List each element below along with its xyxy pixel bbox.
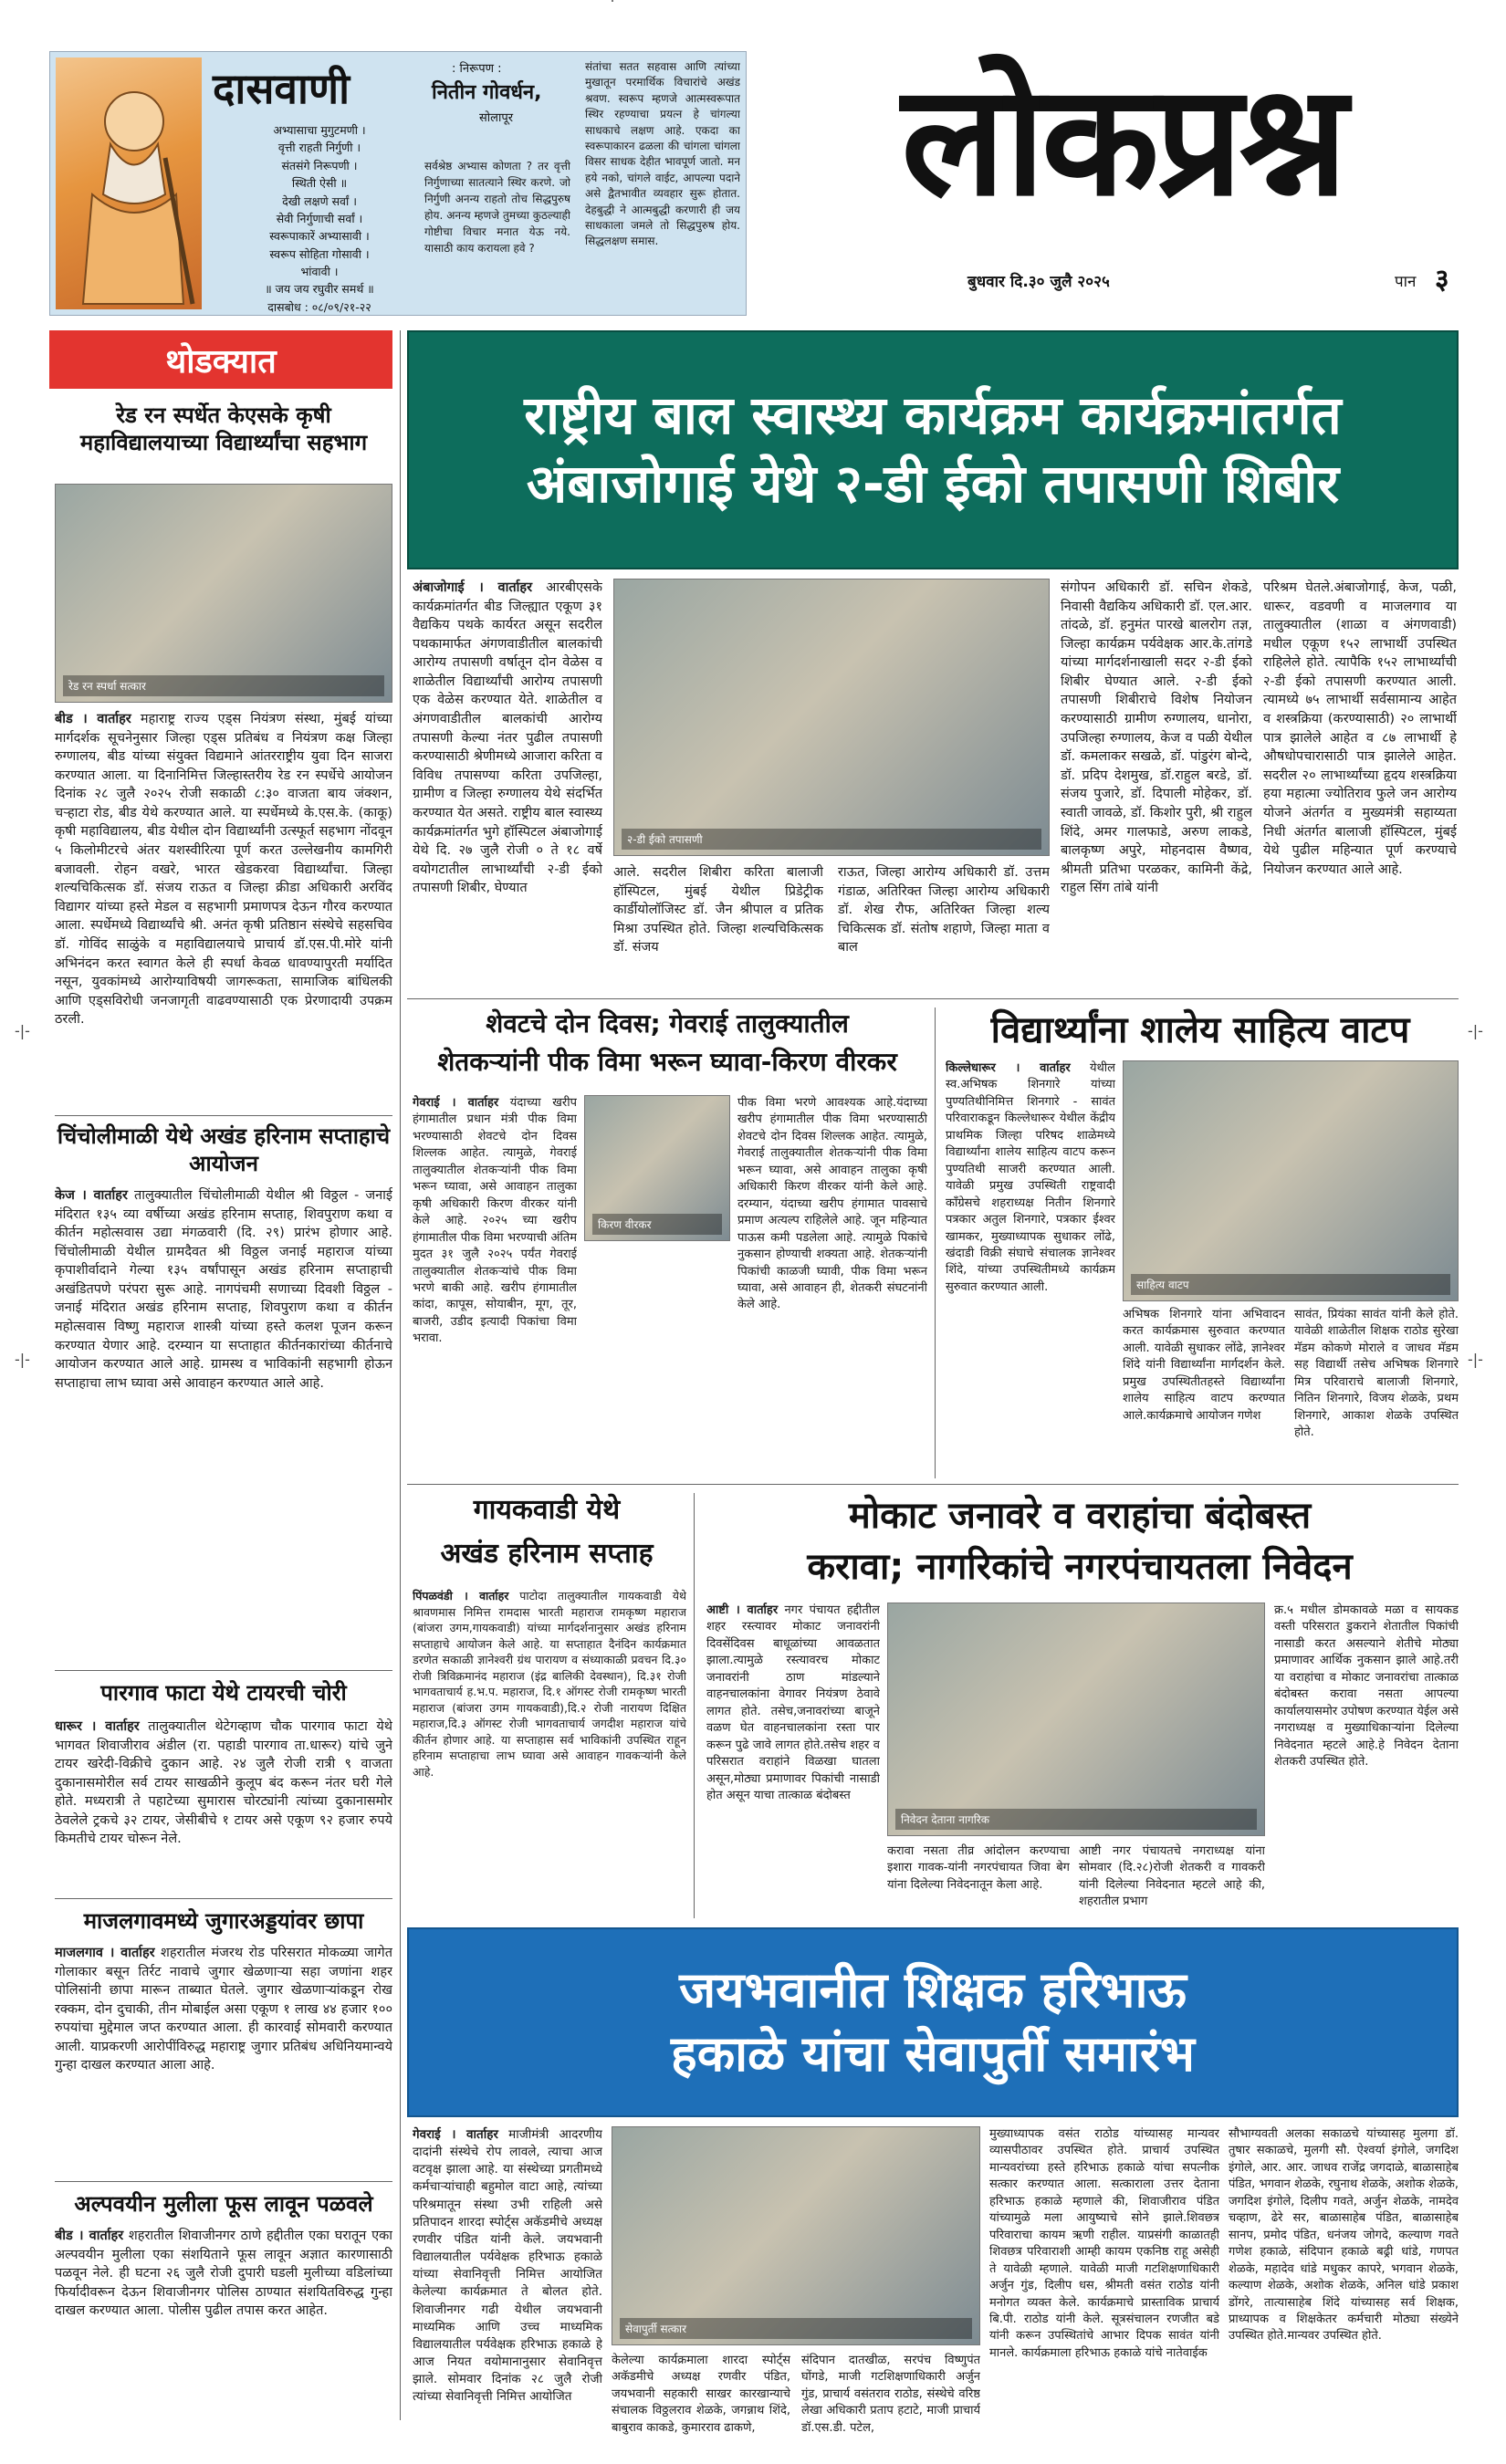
animals-col3: आष्टी नगर पंचायतचे नगराध्यक्ष यांना सोमवार (दि.२८)रोजी शेतकरी व गावकरी यांनी दिलेल्या निवेदनात म्हटले आहे की, शहरातील प्रभाग [1079, 1844, 1265, 1909]
school-col2: अभिषक शिनगारे यांना अभिवादन करत कार्यक्रमास सुरुवात करण्यात आली. यावेळी सुधाकर लोंढे, ज्ञानेश्वर शिंदे यांनी विद्यार्थ्यांना मार्गदर्शन केले. प्रमुख उपस्थितीतहस्ते विद्यार्थ्यांना शालेय साहित्य वाटप करण्यात आले.कार्यक्रमाचे आयोजन गणेश [1123, 1308, 1285, 1423]
article-headline: पारगाव फाटा येथे टायरची चोरी [100, 1680, 347, 1706]
masthead-title: लोकप्रश्न [901, 49, 1344, 230]
masthead-date: बुधवार दि.३० जुलै २०२५ [967, 273, 1110, 291]
crop-headline-line2: शेतकऱ्यांनी पीक विमा भरून घ्यावा-किरण वीरकर [437, 1047, 897, 1077]
article-dateline: धारूर । वार्ताहर [55, 1719, 140, 1734]
crop-mark: -|- [15, 1022, 30, 1039]
divider [55, 1670, 392, 1671]
divider [694, 1493, 695, 1918]
crop-col1 [413, 1095, 577, 1478]
page-number: ३ [1435, 264, 1449, 296]
crop-col2: पीक विमा भरणे आवश्यक आहे.यंदाच्या खरीप हंगामातील पीक विमा भरण्यासाठी शेवटचे दोन दिवस शिल्लक आहेत. त्यामुळे, गेवराई तालुक्यातील शेतकऱ्यांनी पीक विमा भरून घ्यावा, असे आवाहन तालुका कृषी अधिकारी किरण वीरकर यांनी केले आहे. दरम्यान, यंदाच्या खरीप हंगामात पावसाचे प्रमाण अत्यल्प राहिलेले आहे. जून महिन्यात पाऊस कमी पडलेला आहे. त्यामुळे पिकांचे नुकसान होण्याची शक्यता आहे. शेतकऱ्यांनी पिकांची काळजी घ्यावी, पीक विमा भरून घ्यावा, असे आवाहन ही, शेतकरी संघटनांनी केले आहे. [737, 1096, 927, 1312]
photo-caption: सेवापुर्ती सत्कार [620, 2318, 972, 2339]
ceremony-photo [612, 0, 613, 2]
section-title: थोडक्यात [165, 342, 277, 381]
divider [935, 1008, 936, 1478]
saptah-headline-line2: अखंड हरिनाम सप्ताह [440, 1538, 654, 1570]
author-label: : निरूपण : [452, 62, 502, 76]
animals-col1 [706, 1603, 880, 1918]
saptah-body [413, 1588, 686, 1916]
memo-photo [887, 1603, 1265, 1836]
author-name: नितीन गोवर्धन, [432, 81, 542, 104]
dasvani-mid-text: सर्वश्रेष्ठ अभ्यास कोणता ? तर वृत्ती निर्गुणाच्या सातत्याने स्थिर करणे. जो निर्गुणी अनन्य राहतो तोच सिद्धपुरुष होय. अनन्य म्हणजे तुमच्या कुठल्याही गोष्टीचा विचार मनात येऊ नये. यासाठी काय करायला हवे ? [424, 160, 570, 255]
lead-dateline: अंबाजोगाई । वार्ताहर [413, 580, 532, 595]
author-place: सोलापूर [479, 111, 514, 125]
article-body [55, 1944, 392, 2172]
saptah-headline-line1: गायकवाडी येथे [473, 1494, 621, 1526]
animals-headline-line1: मोकाट जनावरे व वराहांचा बंदोबस्त [848, 1495, 1312, 1537]
animals-col4: क्र.५ मधील डोमकावळे मळा व सायकड वस्ती परिसरात डुकराने शेतातील पिकांची नासाडी करत असल्याने शेतीचे मोठ्या प्रमाणावर आर्थिक नुकसान झाले आहे.तरी या वराहांचा व मोकाट जनावरांचा तात्काळ बंदोबस्त करावा नसता आपल्या कार्यालयासमोर उपोषण करण्यात येईल असे नगराध्यक्ष व मुख्याधिकाऱ्यांना दिलेल्या निवेदनात म्हटले आहे.हे निवेदन देताना शेतकरी उपस्थित होते. [1274, 1603, 1459, 1770]
saint-illustration [56, 57, 202, 309]
retirement-col2: केलेल्या कार्यक्रमाला शारदा स्पोर्ट्स अकॅडमीचे अध्यक्ष रणवीर पंडित, जयभवानी सहकारी साखर कारखान्याचे संचालक विठ्ठलराव शेळके, जगन्नाथ शिंदे, बाबुराव काकडे, कुमारराव ढाकणे, [612, 2354, 790, 2435]
article-text: शहरातील मंजरथ रोड परिसरात मोकळ्या जागेत गोलाकार बसून तिर्रट नावाचे जुगार खेळणाऱ्या सहा जणांना शहर पोलिसांनी छापा मारून ताब्यात घेतले. जुगार खेळणाऱ्यांकडून रोख रक्कम, दोन दुचाकी, तीन मोबाईल असा एकूण १ लाख ४४ हजार १०० रुपयांचा मुद्देमाल जप्त करण्यात आला. ही कारवाई सोमवारी करण्यात आली. याप्रकरणी आरोपींविरुद्ध महाराष्ट्र जुगार प्रतिबंध अधिनियमान्वये गुन्हा दाखल करण्यात आला आहे. [55, 1946, 392, 2073]
crop-headline-line1: शेवटचे दोन दिवस; गेवराई तालुक्यातील [486, 1008, 849, 1039]
lead-col4: संगोपन अधिकारी डॉ. सचिन शेकडे, निवासी वैद्यकिय अधिकारी डॉ. एल.आर. तांदळे, डॉ. हनुमंत पारखे बालरोग तज्ञ, जिल्हा कार्यक्रम पर्यवेक्षक आर.के.तांगडे यांच्या मार्गदर्शनाखाली सदर २-डी ईको शिबीर घेण्यात आले. २-डी ईको तपासणी शिबीराचे विशेष नियोजन करण्यासाठी ग्रामीण रुग्णालय, धानोरा, उपजिल्हा रुग्णालय, केज व पळी येथील डॉ. कमलाकर सखळे, डॉ. पांडुरंग बोन्दे, डॉ. प्रदिप देशमुख, डॉ.राहुल बरडे, डॉ. संजय पुजारे, डॉ. दिपाली मोहेकर, डॉ. स्वाती जावळे, डॉ. किशोर पुरी, श्री राहुल शिंदे, अमर गालफाडे, अरुण लाकडे, बालकृष्ण अपुरे, मोहनदास वैष्णव, श्रीमती प्रतिभा परळकर, कामिनी केंद्रे, राहुल सिंग तांबे यांनी [1061, 580, 1252, 896]
retirement-col1 [413, 2126, 602, 2437]
retirement-headline-line1: जयभवानीत शिक्षक हरिभाऊ [679, 1960, 1187, 2019]
photo-caption: किरण वीरकर [592, 1214, 722, 1235]
verse-line: संतसंगे निरूपणी । [281, 158, 358, 172]
article-dateline: माजलगाव । वार्ताहर [55, 1946, 155, 1960]
retirement-headline-line2: हकाळे यांचा सेवापुर्ती समारंभ [671, 2025, 1195, 2083]
photo-caption: रेड रन स्पर्धा सत्कार [63, 675, 384, 696]
animals-dateline: आष्टी । वार्ताहर [706, 1603, 779, 1617]
animals-col2: करावा नसता तीव्र आंदोलन करण्याचा इशारा गावक-यांनी नगरपंचायत जिवा बेग यांना दिलेल्या निवेदनातून केला आहे. [887, 1844, 1070, 1892]
animals-text: नगर पंचायत हद्दीतील शहर रस्त्यावर मोकाट जनावरांनी दिवसेंदिवस बाधूळांच्या आवळतात झाला.त्यामुळे रस्त्यावरच मोकाट जनावरांनी ठाण मांडल्याने वाहनचालकांना वेगावर नियंत्रण ठेवावे लागत होते. तसेच,जनावरांच्या बाजूने वळण घेत वाहनचालकांना रस्ता पार करून पुढे जावे लागत होते.तसेच शहर व परिसरात वराहांने विळखा घातला असून,मोठ्या प्रमाणावर पिकांची नासाडी होत असून याचा तात्काळ बंदोबस्त [706, 1603, 880, 1802]
verse-line: स्वरूपाकारें अभ्यासावी । [269, 229, 370, 244]
article-body [55, 2227, 392, 2400]
page-label: पान [1395, 273, 1417, 291]
verse-line: अभ्यासाचा मुगुटमणी । [273, 123, 366, 137]
lead-headline-line2: अंबाजोगाई येथे २-डी ईको तपासणी शिबीर [526, 453, 1340, 515]
lead-text: आरबीएसके कार्यक्रमांतर्गत बीड जिल्ह्यात एकूण ३१ वैद्यकिय पथके कार्यरत असून सदरील पथकामार्फत अंगणवाडीतील बालकांची आरोग्य तपासणी वर्षातून दोन वेळेस व शाळेतील विद्यार्थ्यांची आरोग्य तपासणी एक वेळेस करण्यात येते. शाळेतील व अंगणवाडीतील बालकांची आरोग्य तपासणी केल्या नंतर पुढील तपासणी करण्यासाठी श्रेणीमध्ये आजारा करिता व विविध तपासण्या करिता उपजिल्हा, ग्रामीण व जिल्हा रुग्णालय येथे संदर्भित करण्यात येत असते. राष्ट्रीय बाल स्वास्थ्य कार्यक्रमांतर्गत भुगे हॉस्पिटल अंबाजोगाई येथे दि. २७ जुलै रोजी ० ते १८ वर्षे वयोगटातील लाभार्थ्यांची २-डी ईको तपासणी शिबीर, घेण्यात [413, 580, 602, 896]
school-photo [1123, 1060, 1459, 1301]
school-col3: सावंत, प्रियंका सावंत यांनी केले होते. यावेळी शाळेतील शिक्षक राठोड सुरेखा मॅडम कोकणे मोराले व जाधव मॅडम सह विद्यार्थी तसेच अभिषक शिनगारे मित्र परिवाराचे बालाजी शिनगारे, नितिन शिनगारे, विजय शेळके, प्रथम शिनगारे, आकाश शेळके उपस्थित होते. [1294, 1308, 1459, 1440]
retirement-dateline: गेवराई । वार्ताहर [413, 2127, 498, 2142]
eco-camp-photo [613, 579, 1050, 856]
article-text: महाराष्ट्र राज्य एड्स नियंत्रण संस्था, मुंबई यांच्या मार्गदर्शक सूचनेनुसार जिल्हा एड्स प्रतिबंध व नियंत्रण कक्ष जिल्हा रुग्णालय, बीड यांच्या संयुक्त विद्यमाने आंतरराष्ट्रीय युवा दिन साजरा करण्यात आला. या दिनानिमित्त जिल्हास्तरीय रेड रन स्पर्धेचे आयोजन दिनांक २८ जुलै २०२५ रोजी सकाळी ८:३० वाजता बाय जंक्शन, चऱ्हाटा रोड, बीड येथे करण्यात आले. या स्पर्धेमध्ये के.एस.के. (काकू) कृषी महाविद्यालय, बीड येथील दोन विद्यार्थ्यांनी उत्स्फूर्त सहभाग नोंदवून ५ किलोमीटरचे अंतर यशस्वीरित्या पूर्ण करत उल्लेखनीय कामगिरी बजावली. रोहन वखरे, भारत खेडकरवा विद्यार्थ्यांचा. जिल्हा शल्यचिकित्सक डॉ. संजय राऊत व जिल्हा क्रीडा अधिकारी अरविंद विद्यागर यांच्या हस्ते मेडल व सहभागी प्रमाणपत्र देऊन गौरव करण्यात आला. स्पर्धेमध्ये विद्यार्थ्यांचे श्री. अनंत कृषी प्रतिष्ठान संस्थेचे सहसचिव डॉ. गोविंद साळुंके व महाविद्यालयाचे प्राचार्य डॉ.एस.पी.मोरे यांनी अभिनंदन करत स्वागत केले ही स्पर्धा केवळ धावण्यापुरती मर्यादित नसून, युवकांमध्ये आरोग्याविषयी जागरूकता, सामाजिक बांधिलकी आणि एड्सविरोधी जनजागृती वाढवण्यासाठी एक प्रेरणादायी उपक्रम ठरली. [55, 712, 392, 1028]
divider [407, 1484, 1459, 1485]
verse-line: दासबोध : ०८/०९/२१-२२ [267, 299, 371, 314]
divider [55, 1115, 392, 1116]
article-text: शहरातील शिवाजीनगर ठाणे हद्दीतील एका घरातून एका अल्पवयीन मुलीला एका संशयिताने फूस लावून अज्ञात कारणासाठी पळवून नेले. ही घटना २६ जुलै रोजी दुपारी घडली मुलीच्या वडिलांच्या फिर्यादीवरून देऊन शिवाजीनगर पोलिस ठाण्यात संशयितविरुद्ध गुन्हा दाखल करण्यात आला. पोलीस पुढील तपास करत आहेत. [55, 2229, 392, 2319]
crop-mark: -|- [1468, 1351, 1483, 1368]
article-text: तालुक्यातील चिंचोलीमाळी येथील श्री विठ्ठल - जनाई मंदिरात १३५ व्या वर्षीच्या अखंड हरिनाम सप्ताह, शिवपुराण कथा व कीर्तन महोत्सवास उद्या मंगळवारी (दि. २९) प्रारंभ होणार आहे. चिंचोलीमाळी येथील ग्रामदैवत श्री विठ्ठल जनाई महाराज यांच्या कृपाशीर्वादाने गेल्या १३५ वर्षांपासून अखंड हरिनाम सप्ताहाची अखंडितपणे परंपरा सुरू आहे. नागपंचमी सणाच्या दिवशी विठ्ठल - जनाई मंदिरात अखंड हरिनाम सप्ताह, शिवपुराण कथा व कीर्तन महोत्सवास विष्णु महाराज शास्त्री यांच्या हस्ते कलश पूजन करून करण्यात येणार आहे. दरम्यान या सप्ताहात कीर्तनकारांच्या कीर्तनाचे आयोजन करण्यात आले आहे. ग्रामस्थ व भाविकांनी सहभागी होऊन सप्ताहाचा लाभ घ्यावा असे आवाहन करण्यात आले आहे. [55, 1188, 392, 1391]
divider [55, 2181, 392, 2182]
crop-text: यंदाच्या खरीप हंगामातील प्रधान मंत्री पीक विमा भरण्यासाठी शेवटचे दोन दिवस शिल्लक आहेत. त्यामुळे, गेवराई तालुक्यातील शेतकऱ्यांनी पीक विमा भरून घ्यावा, असे आवाहन तालुका कृषी अधिकारी किरण वीरकर यांनी केले आहे. २०२५ च्या खरीप हंगामातील पीक विमा भरण्याची अंतिम मुदत ३१ जुलै २०२५ पर्यंत गेवराई तालुक्यातील शेतकऱ्यांचे पीक विमा भरणे बाकी आहे. खरीप हंगामातील कांदा, कापूस, सोयाबीन, मूग, तूर, बाजरी, उडीद इत्यादी पिकांचा विमा भरावा. [413, 1096, 577, 1346]
article-body [55, 1717, 392, 1891]
red-run-photo [55, 484, 392, 703]
verse-line: सेवी निर्गुणाची सर्वां । [276, 211, 363, 225]
animals-headline-line2: करावा; नागरिकांचे नगरपंचायतला निवेदन [807, 1546, 1353, 1588]
dasvani-box [49, 51, 747, 316]
lead-col3: राऊत, जिल्हा आरोग्य अधिकारी डॉ. उत्तम गंडाळ, अतिरिक्त जिल्हा आरोग्य अधिकारी डॉ. शेख रौफ, अतिरिक्त जिल्हा शल्य चिकित्सक डॉ. संतोष शहाणे, जिल्हा माता व बाल [838, 865, 1050, 955]
article-dateline: केज । वार्ताहर [55, 1188, 128, 1203]
saptah-text: पाटोदा तालुक्यातील गायकवाडी येथे श्रावणमास निमित्त रामदास भारती महाराज रामकृष्ण महाराज (बांजरा उगम,गायकवाडी) यांच्या मार्गदर्शनानुसार अखंड हरिनाम सप्ताहाचे आयोजन केले आहे. या सप्ताहात दैनंदिन कार्यक्रमात डरणेत सकाळी ज्ञानेश्वरी ग्रंथ पारायण व संध्याकाळी प्रवचन दि.३० रोजी त्रिविक्रमानंद महाराज (इंद्र बालिकी देवस्थान), दि.३१ रोजी भागवताचार्य ह.भ.प. महाराज, दि.१ ऑगस्ट रोजी रामकृष्ण भारती महाराज (बांजरा उगम गायकवाडी),दि.२ रोजी नारायण दिक्षित महाराज,दि.३ ऑगस्ट रोजी भागवताचार्य जगदीश महाराज यांचे कीर्तन होणार आहे. या सप्ताहास सर्व भाविकांनी उपस्थित राहून हरिनाम सप्ताहाचा लाभ घ्यावा असे आवाहन गावकऱ्यांनी केले आहे. [413, 1589, 686, 1779]
verse-line: भांवावी । [300, 265, 339, 278]
saint-portrait [56, 57, 202, 309]
school-headline: विद्यार्थ्यांना शालेय साहित्य वाटप [990, 1009, 1410, 1051]
divider [55, 1898, 392, 1899]
retirement-col3: संदिपान दातखीळ, सरपंच विष्णुपंत घोंगडे, माजी गटशिक्षणाधिकारी अर्जुन गुंड, प्राचार्य वसंतराव राठोड, संस्थेचे वरिष्ठ लेखा अधिकारी प्रताप हटाटे, माजी प्राचार्य डॉ.एस.डी. पटेल, [801, 2354, 980, 2435]
article-text: तालुक्यातील थेटेगव्हाण चौक पारगाव फाटा येथे भागवत शिवाजीराव अंडील (रा. पहाडी पारगाव ता.धारूर) यांचे जुने टायर खरेदी-विक्रीचे दुकान आहे. २४ जुलै रोजी रात्री ९ वाजता दुकानासमोरील सर्व टायर साखळीने कुलूप बंद करून नंतर घरी गेले होते. मध्यरात्री ते पहाटेच्या सुमारास चोरट्यांनी त्यांच्या दुकानासमोर ठेवलेले ट्रकचे ३२ टायर, जेसीबीचे १ टायर असे एकूण ९२ हजार रुपये किमतीचे टायर चोरून नेले. [55, 1719, 392, 1847]
section-banner [49, 330, 392, 389]
lead-col1 [413, 579, 602, 991]
article-headline: रेड रन स्पर्धेत केएसके कृषी महाविद्यालयाच्या विद्यार्थ्यांचा सहभाग [79, 402, 368, 455]
retirement-col5: सौभाग्यवती अलका सकाळचे यांच्यासह मुलगा डॉ. तुषार सकाळचे, मुलगी सौ. ऐश्वर्या इंगोले, जगदिश इंगोले, आर. आर. जाधव राजेंद्र जगदाळे, बाळासाहेब पंडित, भगवान शेळके, रघुनाथ शेळके, अशोक शेळके, जगदिश इंगोले, दिलीप गवते, अर्जुन शेळके, नामदेव चव्हाण, ढेरे सर, बाळासाहेब पंडित, बाळासाहेब सानप, प्रमोद पंडित, धनंजय जोगदे, कल्याण गवते गणेश हकाळे, संदिपान हकाळे बढ्री धांडे, गणपत शेळके, महादेव धांडे मधुकर कापरे, भगवान शेळके, कल्याण शेळके, अशोक शेळके, अनिल धांडे प्रकाश डोंगरे, तात्यासाहेब शिंदे यांच्यासह सर्व शिक्षक, प्राध्यापक व शिक्षकेतर कर्मचारी मोठ्या संख्येने उपस्थित होते.मान्यवर उपस्थित होते. [1229, 2127, 1459, 2344]
left-column-rule [400, 330, 401, 2420]
dasvani-right-text: संतांचा सतत सहवास आणि त्यांच्या मुखातून परमार्थिक विचारांचे अखंड श्रवण. स्वरूप म्हणजे आत्मस्वरूपात स्थिर रहण्याचा प्रयत्न हे चांगल्या साधकाचे लक्षण आहे. एकदा का स्वरूपाकारन ढळला की चांगला चांगला विसर साधक देहीत भावपूर्ण जातो. मन हये नको, चांगले वाईट, आपल्या पदाने असे द्वैतभावीत व्यवहार सुरू होतात. देहबुद्धी ने आत्मबुद्धी करणारी ही जय साधकाला जमले तो सिद्धपुरुष होय. सिद्धलक्षण समास. [585, 60, 740, 248]
article-body [55, 1186, 392, 1661]
crop-mark: -|- [1468, 1022, 1483, 1039]
lead-headline-line1: राष्ट्रीय बाल स्वास्थ्य कार्यक्रम कार्यक्रमांतर्गत [524, 383, 1342, 446]
photo-caption: निवेदन देताना नागरिक [895, 1809, 1257, 1830]
verse-line: ॥ जय जय रघुवीर समर्थ ॥ [265, 282, 374, 297]
article-body [55, 710, 392, 1112]
retirement-col4: मुख्याध्यापक वसंत राठोड यांच्यासह मान्यवर व्यासपीठावर उपस्थित होते. प्राचार्य उपस्थित मान्यवरांच्या हस्ते हरिभाऊ हकाळे यांचा सपत्नीक सत्कार करण्यात आला. सत्काराला उत्तर देताना हरिभाऊ हकाळे म्हणाले की, शिवाजीराव पंडित यांच्यामुळे मला आयुष्याचे सोने झाले.शिवछत्र परिवाराचा कायम ऋणी राहील. याप्रसंगी काळातही शिवछत्र परिवाराशी आम्ही कायम एकनिष्ठ राहू असेही ते यावेळी म्हणाले. यावेळी माजी गटशिक्षणाधिकारी अर्जुन गुंड, दिलीप धस, श्रीमती वसंत राठोड यांनी मनोगत व्यक्त केले. कार्यक्रमाचे प्रास्ताविक प्राचार्य बि.पी. राठोड यांनी केले. सूत्रसंचालन रणजीत बडे यांनी करून उपस्थितांचे आभार दिपक सावंत यांनी मानले. कार्यक्रमाला हरिभाऊ हकाळे यांचे नातेवाईक [989, 2127, 1219, 2360]
divider [407, 998, 1459, 999]
school-text: येथील स्व.अभिषक शिनगारे यांच्या पुण्यतिथीनिमित्त शिनगारे - सावंत परिवाराकडून किल्लेधारूर येथील केंद्रीय प्राथमिक जिल्हा परिषद शाळेमध्ये विद्यार्थ्यांना शालेय साहित्य वाटप करून पुण्यतिथी साजरी करण्यात आली. यावेळी प्रमुख उपस्थिती राष्ट्रवादी कॉंग्रेसचे शहराध्यक्ष नितीन शिनगारे पत्रकार अतुल शिनगारे, पत्रकार ईश्वर खामकर, मुख्याध्यापक सुधाकर लोंढे, खंदाडी विक्री संघाचे संचालक ज्ञानेश्वर शिंदे, यांच्या उपस्थितीमध्ये कार्यक्रम सुरुवात करण्यात आली. [946, 1061, 1115, 1294]
photo-caption: २-डी ईको तपासणी [622, 829, 1041, 850]
retirement-text: माजीमंत्री आदरणीय दादांनी संस्थेचे रोप लावले, त्याचा आज वटवृक्ष झाला आहे. या संस्थेच्या प्रगतीमध्ये कर्मचाऱ्यांचाही बहुमोल वाटा आहे, त्यांच्या परिश्रमातून संस्था उभी राहिली असे प्रतिपादन शारदा स्पोर्ट्स अकॅडमीचे अध्यक्ष रणवीर पंडित यांनी केले. जयभवानी विद्यालयातील पर्यवेक्षक हरिभाऊ हकाळे यांच्या सेवानिवृत्ती निमित्त आयोजित केलेल्या कार्यक्रमात ते बोलत होते. शिवाजीनगर गढी येथील जयभवानी माध्यमिक आणि उच्च माध्यमिक विद्यालयातील पर्यवेक्षक हरिभाऊ हकाळे हे आज नियत वयोमानानुसार सेवानिवृत्त झाले. सोमवार दिनांक २८ जुलै रोजी त्यांच्या सेवानिवृत्ती निमित्त आयोजित [413, 2127, 602, 2405]
school-dateline: किल्लेधारूर । वार्ताहर [946, 1061, 1071, 1075]
crop-mark: -|- [15, 1351, 30, 1368]
ceremony-photo [612, 2126, 980, 2345]
verse-line: स्थिती ऐसी ॥ [291, 176, 348, 191]
lead-col5: परिश्रम घेतले.अंबाजोगाई, केज, पळी, धारूर, वडवणी व माजलगाव या तालुक्यातील (शाळा व अंगणवाडी) मधील एकूण १५२ लाभार्थी उपस्थित राहिलेले होते. त्यापैकि १५२ लाभार्थ्यांची २-डी ईको तपासणी करण्यात आली. त्यामध्ये ७५ लाभार्थी सर्वसामान्य आहेत व शस्त्रक्रिया (करण्यासाठी) २० लाभार्थी पात्र झालेले आहेत व ८७ लाभार्थी हे औषधोपचारासाठी पात्र झालेले आहेत. सदरील २० लाभार्थ्यांच्या हृदय शस्त्रक्रिया हया महात्मा ज्योतिराव फुले जन आरोग्य योजने अंतर्गत व मुख्यमंत्री सहाय्यता निधी अंतर्गत बालाजी हॉस्पिटल, मुंबई येथे पुढील महिन्यात पूर्ण करण्याचे नियोजन करण्यात आले आहे. [1263, 580, 1457, 877]
verse-line: वृत्ती राहती निर्गुणी । [277, 141, 361, 155]
article-dateline: बीड । वार्ताहर [55, 2229, 124, 2243]
verse-line: देखी लक्षणे सर्वां । [282, 193, 357, 208]
saptah-dateline: पिंपळवंडी । वार्ताहर [413, 1589, 509, 1603]
article-headline: माजलगावमध्ये जुगारअड्डयांवर छापा [83, 1908, 364, 1934]
school-col1 [946, 1060, 1115, 1325]
crop-dateline: गेवराई । वार्ताहर [413, 1096, 499, 1110]
article-dateline: बीड । वार्ताहर [55, 712, 131, 726]
retirement-banner [407, 1927, 1459, 2117]
dasvani-title: दासवाणी [213, 64, 350, 113]
dasvani-verse [224, 121, 415, 316]
officer-photo [584, 1095, 730, 1241]
article-headline: अल्पवयीन मुलीला फूस लावून पळवले [74, 2191, 373, 2217]
article-headline: चिंचोलीमाळी येथे अखंड हरिनाम सप्ताहाचे आयोजन [57, 1123, 391, 1176]
lead-col2: आले. सदरील शिबीरा करिता बालाजी हॉस्पिटल, मुंबई येथील प्रिडेट्रीक कार्डीयोलॉजिस्ट डॉ. जैन श्रीपाल व प्रतिक मिश्रा उपस्थित होते. जिल्हा शल्यचिकित्सक डॉ. संजय [613, 865, 823, 955]
photo-caption: साहित्य वाटप [1131, 1274, 1450, 1295]
lead-banner [407, 330, 1459, 569]
verse-line: स्वरूप सोहिता गोसावी । [269, 246, 370, 261]
